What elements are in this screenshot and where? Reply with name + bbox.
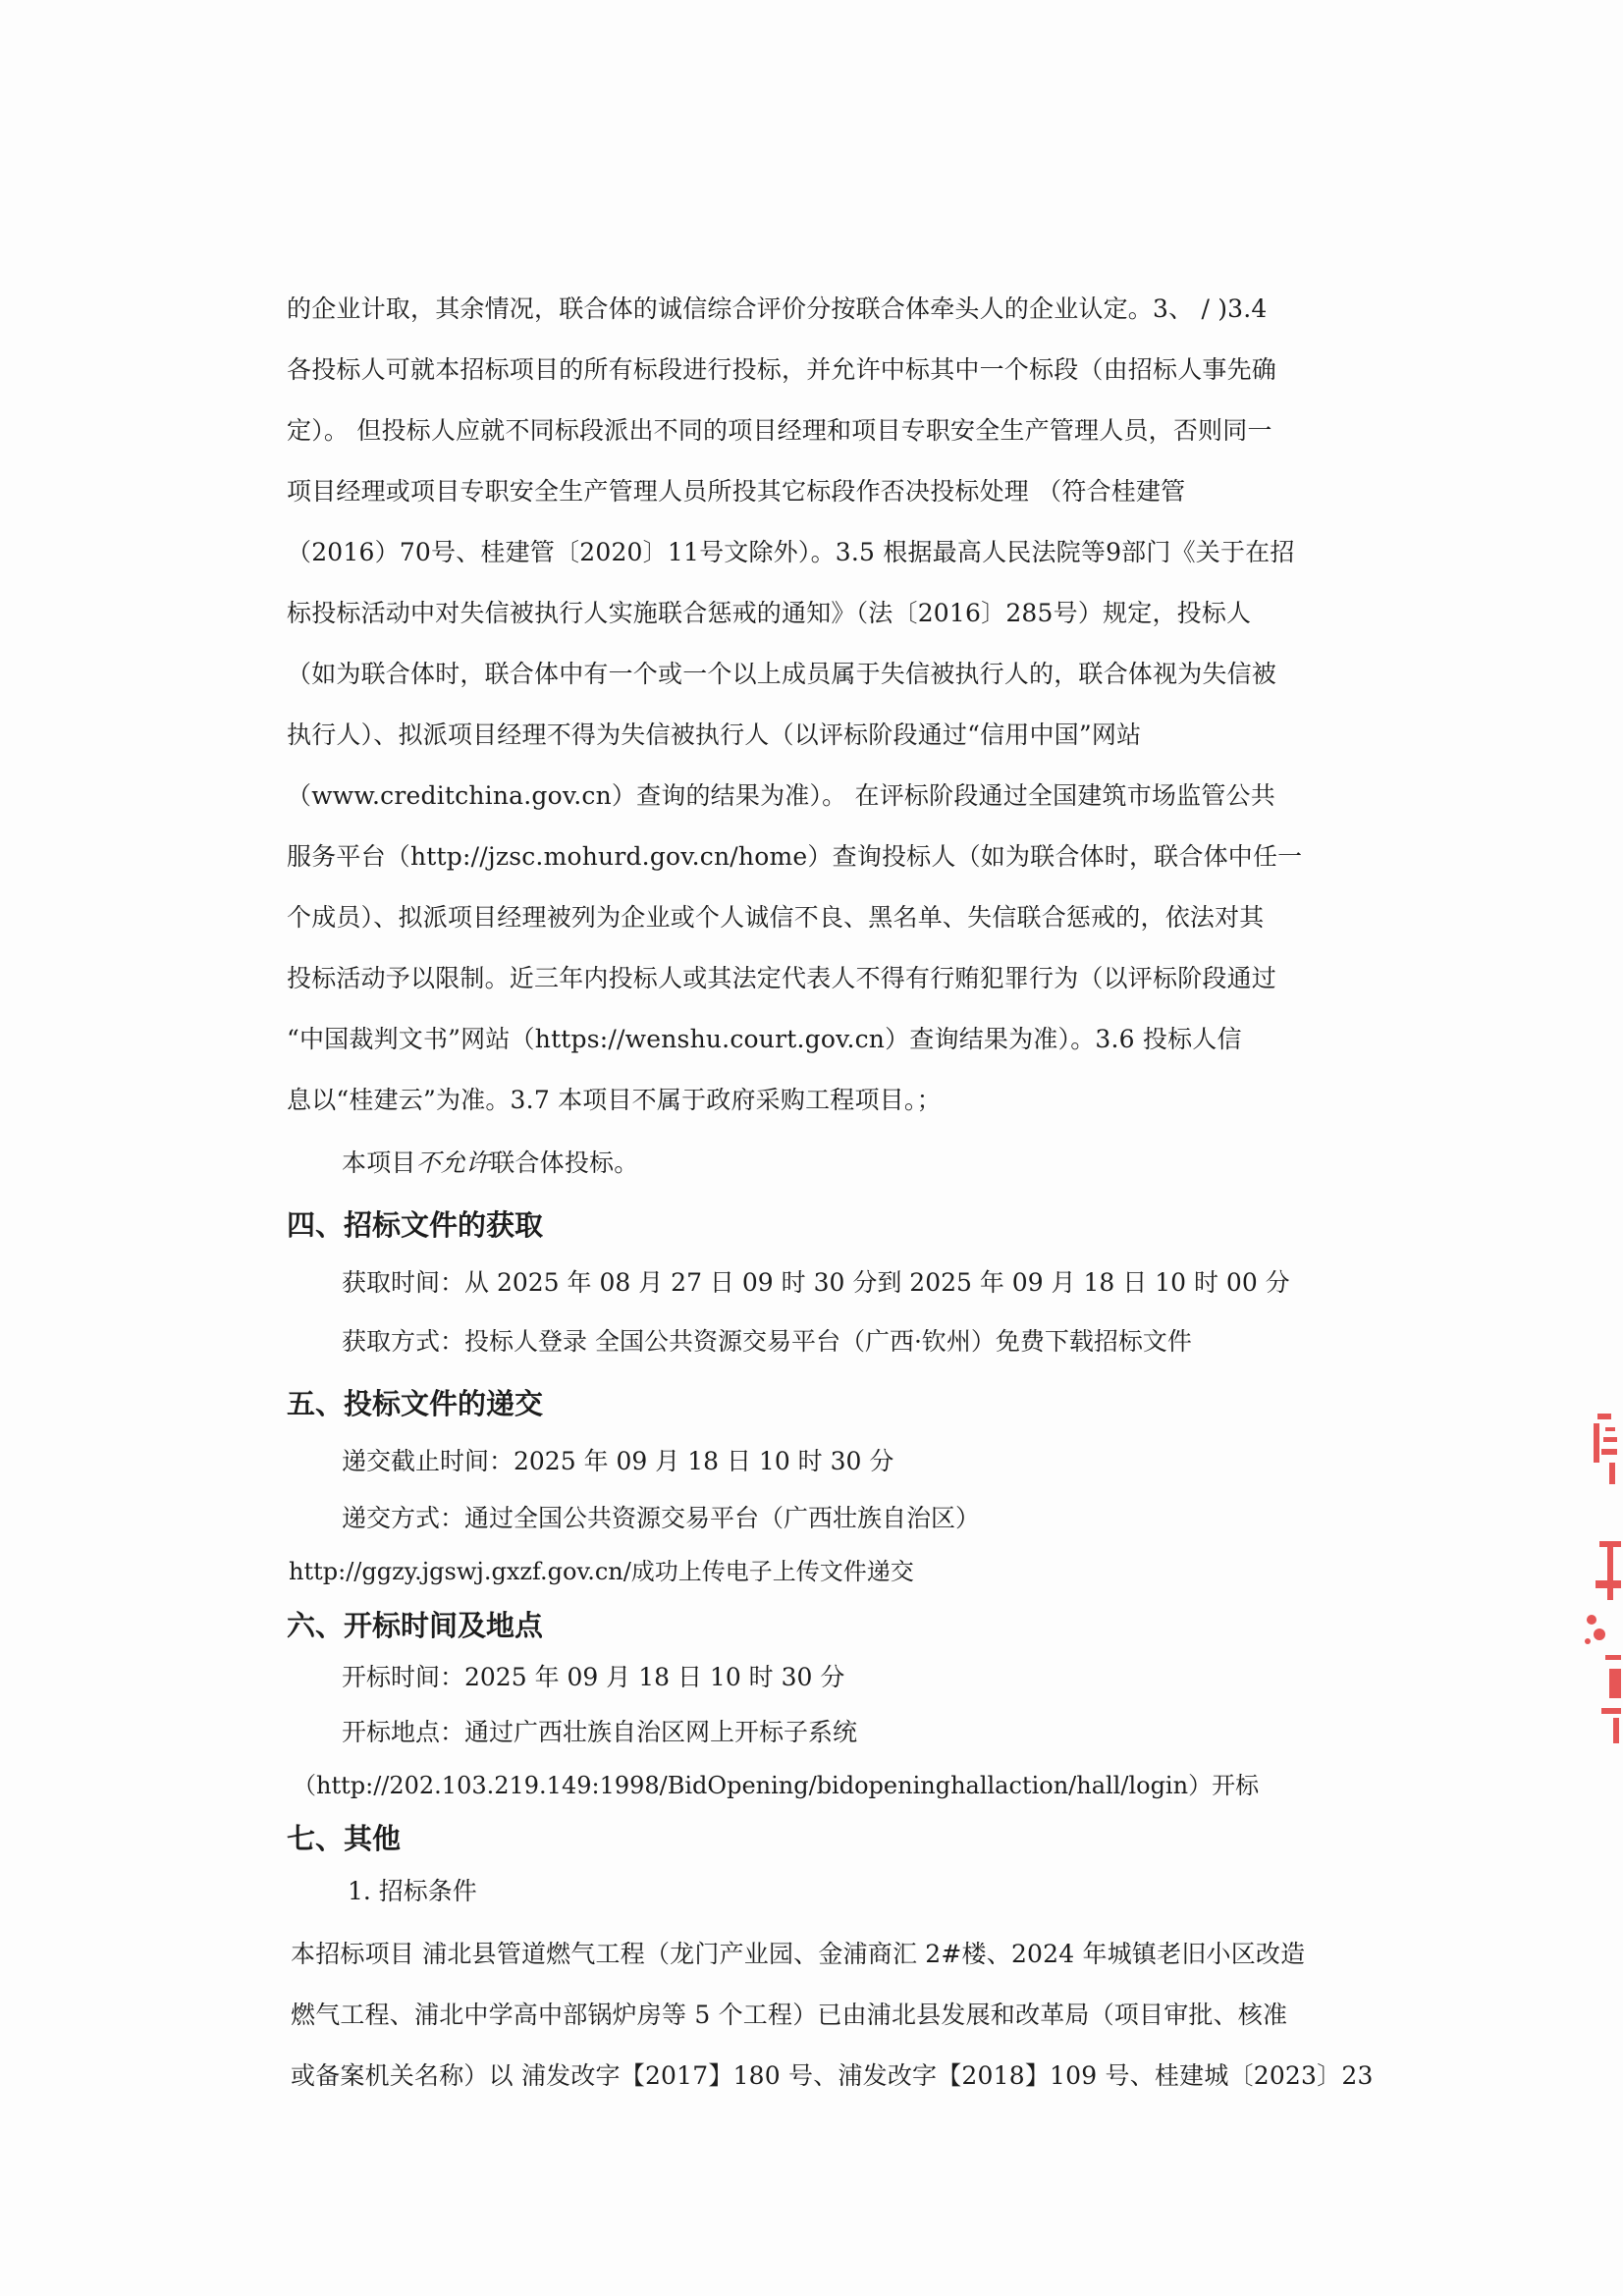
body-line: “中国裁判文书”网站（https://wenshu.court.gov.cn）查询结果为准）。3.6 投标人信 <box>287 1025 1242 1053</box>
acquire-method: 获取方式：投标人登录 全国公共资源交易平台（广西·钦州）免费下载招标文件 <box>342 1327 1192 1356</box>
body-line: 的企业计取，其余情况，联合体的诚信综合评价分按联合体牵头人的企业认定。3、 / )3.4 <box>287 294 1268 323</box>
body-line: （www.creditchina.gov.cn）查询的结果为准）。 在评标阶段通过全国建筑市场监管公共 <box>287 781 1275 810</box>
tender-condition-title: 1. 招标条件 <box>348 1877 477 1905</box>
section-heading-7: 七、其他 <box>287 1822 402 1855</box>
consortium-prefix: 本项目 <box>342 1148 416 1177</box>
body-line: （如为联合体时，联合体中有一个或一个以上成员属于失信被执行人的，联合体视为失信被 <box>287 660 1277 688</box>
body-line: 标投标活动中对失信被执行人实施联合惩戒的通知》（法〔2016〕285号）规定，投标人 <box>287 599 1252 627</box>
submission-method: 递交方式：通过全国公共资源交易平台（广西壮族自治区） <box>342 1504 981 1532</box>
body-line: 投标活动予以限制。近三年内投标人或其法定代表人不得有行贿犯罪行为（以评标阶段通过 <box>287 964 1277 992</box>
body-line: 本招标项目 浦北县管道燃气工程（龙门产业园、金浦商汇 2#楼、2024 年城镇老旧小区改造 <box>291 1940 1306 1968</box>
body-line: 执行人）、拟派项目经理不得为失信被执行人（以评标阶段通过“信用中国”网站 <box>287 721 1142 749</box>
submission-deadline: 递交截止时间：2025 年 09 月 18 日 10 时 30 分 <box>342 1447 894 1475</box>
opening-time: 开标时间：2025 年 09 月 18 日 10 时 30 分 <box>342 1663 845 1691</box>
acquire-time: 获取时间：从 2025 年 08 月 27 日 09 时 30 分到 2025 年 09 月 18 日 10 时 00 分 <box>342 1268 1290 1297</box>
consortium-emphasis: 不允许 <box>415 1148 491 1177</box>
red-seal-stamp-icon <box>1580 1394 1623 1757</box>
section-heading-4: 四、招标文件的获取 <box>287 1208 544 1242</box>
submission-url: http://ggzy.jgswj.gxzf.gov.cn/成功上传电子上传文件递交 <box>289 1558 914 1585</box>
body-line: 息以“桂建云”为准。3.7 本项目不属于政府采购工程项目。； <box>287 1086 942 1114</box>
consortium-suffix: 联合体投标。 <box>490 1148 639 1177</box>
consortium-statement <box>342 1147 638 1180</box>
body-line: （2016）70号、桂建管〔2020〕11号文除外）。3.5 根据最高人民法院等9部门《关于在招 <box>287 538 1295 566</box>
body-line: 项目经理或项目专职安全生产管理人员所投其它标段作否决投标处理 （符合桂建管 <box>287 477 1186 506</box>
section-heading-6: 六、开标时间及地点 <box>287 1609 544 1642</box>
section-heading-5: 五、投标文件的递交 <box>287 1387 544 1420</box>
body-line: 燃气工程、浦北中学高中部锅炉房等 5 个工程）已由浦北县发展和改革局（项目审批、核准 <box>291 2001 1288 2029</box>
body-line: 服务平台（http://jzsc.mohurd.gov.cn/home）查询投标人（如为联合体时，联合体中任一 <box>287 842 1303 871</box>
opening-place: 开标地点：通过广西壮族自治区网上开标子系统 <box>342 1718 858 1746</box>
body-line: 个成员）、拟派项目经理被列为企业或个人诚信不良、黑名单、失信联合惩戒的，依法对其 <box>287 903 1265 932</box>
body-line: 定）。 但投标人应就不同标段派出不同的项目经理和项目专职安全生产管理人员，否则同一 <box>287 416 1272 445</box>
opening-url: （http://202.103.219.149:1998/BidOpening/bidopeninghallaction/hall/login）开标 <box>293 1772 1260 1799</box>
body-line: 各投标人可就本招标项目的所有标段进行投标，并允许中标其中一个标段（由招标人事先确 <box>287 355 1277 384</box>
body-line: 或备案机关名称）以 浦发改字【2017】180 号、浦发改字【2018】109 号、桂建城〔2023〕23 <box>291 2061 1374 2090</box>
